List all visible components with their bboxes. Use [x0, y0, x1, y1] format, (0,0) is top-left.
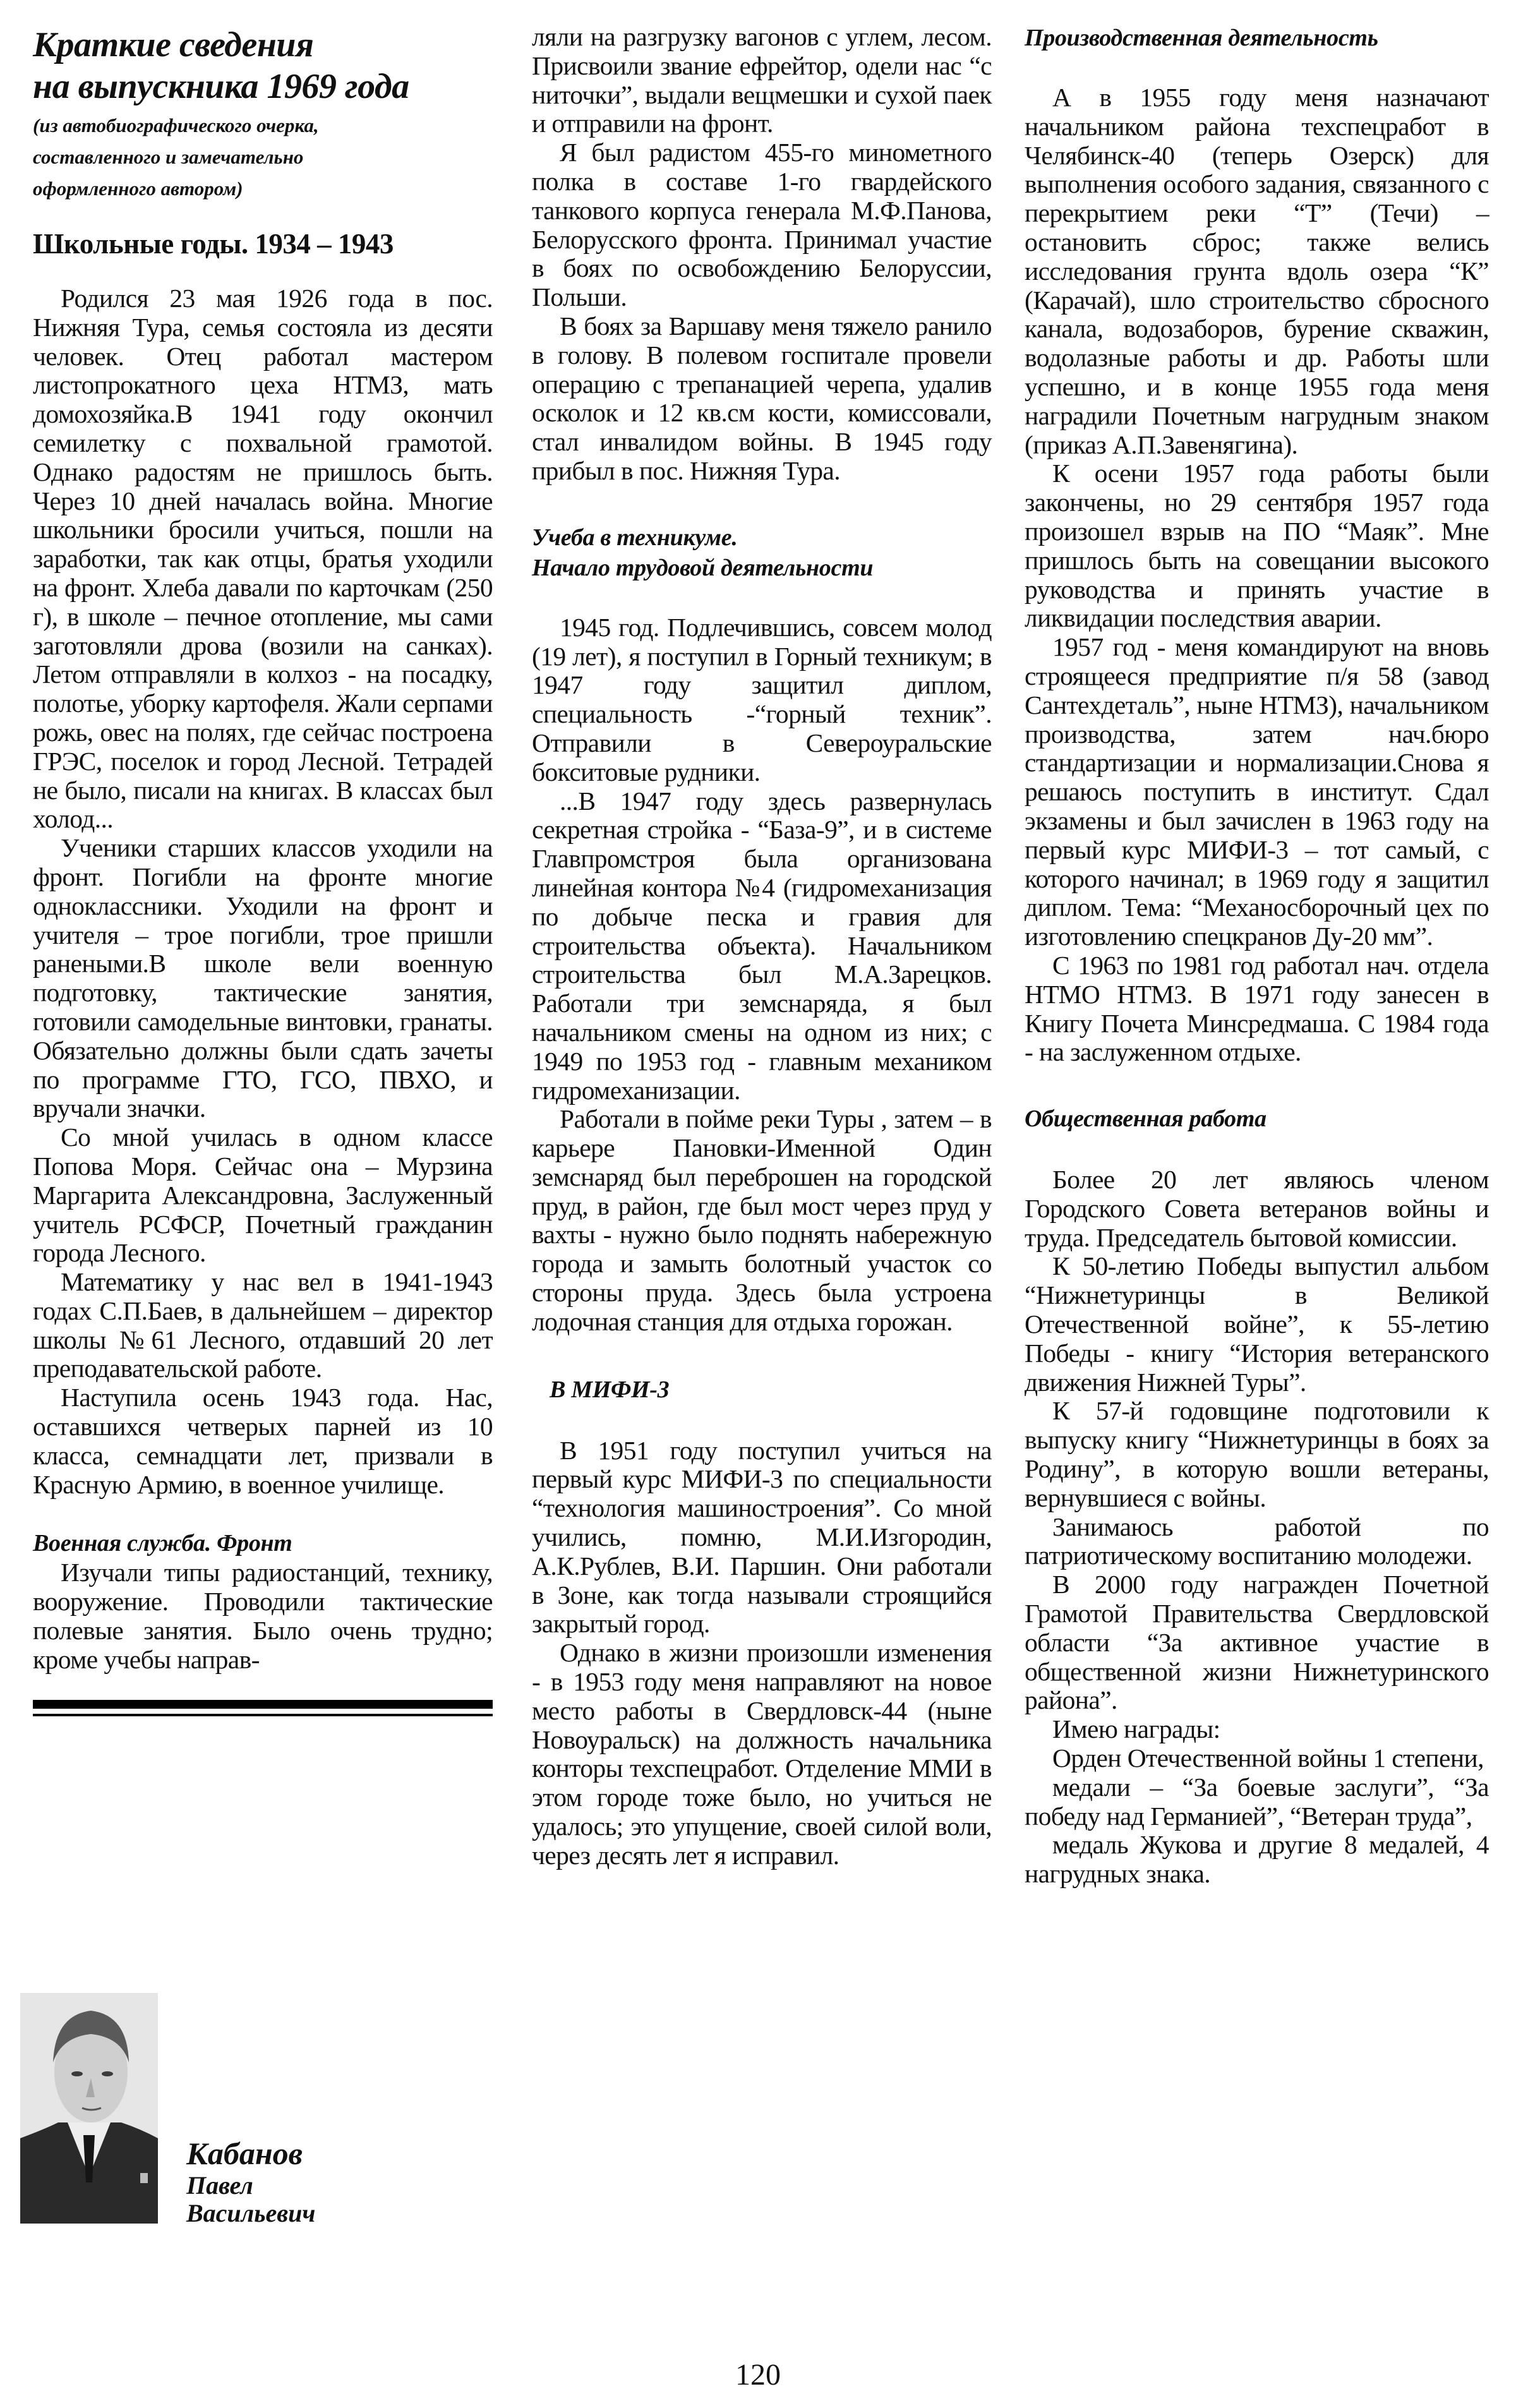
column-left [33, 0, 493, 1716]
paragraph: Орден Отечественной войны 1 степени, [1052, 1743, 1484, 1773]
paragraph: Имею награды: [1052, 1714, 1220, 1744]
column-middle [532, 23, 992, 1870]
paragraph: Я был радистом 455-го минометного полка в составе 1-го гвардейского танкового корпуса генерала М.Ф.Панова, Белорусского фронта. Принимал участие в боях по освобождению Белоруссии, Польши. [532, 138, 992, 312]
paragraph: Математику у нас вел в 1941-1943 годах С.П.Баев, в дальнейшем – директор школы №61 Лесного, отдавший 20 лет преподавательской работе. [33, 1267, 493, 1383]
paragraph: ляли на разгрузку вагонов с углем, лесом. Присвоили звание ефрейтор, одели нас “с ниточки”, выдали вещмешки и сухой паек и отправили на фронт. [532, 22, 992, 138]
heading-public-work: Общественная работа [1025, 1105, 1266, 1133]
paragraph: А в 1955 году меня назначают начальником района техспецработ в Челябинск-40 (теперь Озерск) для выполнения особого задания, связанного с перекрытием реки “Т” (Течи) – остановить сброс; также велись исследования грунта вдоль озера “К” (Карачай), шло строительство сбросного канала, водозаборов, бурение скважин, водолазные работы и др. Работы шли успешно, и в конце 1955 года меня наградили Почетным нагрудным знаком (приказ А.П.Завенягина). [1025, 83, 1489, 459]
heading-school-years: Школьные годы. 1934 – 1943 [33, 228, 394, 260]
divider-thin [33, 1714, 493, 1716]
paragraph: Занимаюсь работой по патриотическому воспитанию молодежи. [1025, 1512, 1489, 1570]
paragraph: Изучали типы радиостанций, технику, вооружение. Проводили тактические полевые занятия. Было очень трудно; кроме учебы направ- [33, 1558, 493, 1674]
paragraph: В боях за Варшаву меня тяжело ранило в голову. В полевом госпитале провели операцию с трепанацией черепа, удалив осколок и 12 кв.см кости, комиссовали, стал инвалидом войны. В 1945 году прибыл в пос. Нижняя Тура. [532, 311, 992, 485]
paragraph: Родился 23 мая 1926 года в пос. Нижняя Тура, семья состояла из десяти человек. Отец работал мастером листопрокатного цеха НТМЗ, мать домохозяйка.В 1941 году окончил семилетку с похвальной грамотой. Однако радостям не пришлось быть. Через 10 дней началась война. Многие школьники бросили учиться, пошли на заработки, так как отцы, братья уходили на фронт. Хлеба давали по карточкам (250 г), в школе – печное отопление, мы сами заготовляли дрова (возили на санках). Летом отправляли в колхоз - на посадку, полотье, уборку картофеля. Жали серпами рожь, овес на полях, где сейчас построена ГРЭС, поселок и город Лесной. Тетрадей не было, писали на книгах. В классах был холод... [33, 284, 493, 834]
paragraph: 1945 год. Подлечившись, совсем молод (19 лет), я поступил в Горный техникум; в 1947 году защитил диплом, специальность -“горный техник”. Отправили в Североуральские бокситовые рудники. [532, 612, 992, 786]
paragraph: Работали в пойме реки Туры , затем – в карьере Пановки-Именной Один земснаряд был переброшен на городской пруд, в район, где был мост через пруд у вахты - нужно было поднять набережную города и замыть болотный участок со стороны пруда. Здесь была устроена лодочная станция для отдыха горожан. [532, 1104, 992, 1336]
paragraph: В 2000 году награжден Почетной Грамотой Правительства Свердловской области “За активное участие в общественной жизни Нижнетуринского района”. [1025, 1570, 1489, 1715]
title-line-1: Краткие сведения [33, 25, 314, 64]
heading-production: Производственная деятельность [1025, 25, 1378, 51]
paragraph: К 50-летию Победы выпустил альбом “Нижнетуринцы в Великой Отечественной войне”, к 55-летию Победы - книгу “История ветеранского движения Нижней Туры”. [1025, 1251, 1489, 1397]
paragraph: Однако в жизни произошли изменения - в 1953 году меня направляют на новое место работы в Свердловск-44 (ныне Новоуральск) на должность начальника конторы техспецработ. Отделение ММИ в этом городе тоже было, но учиться не удалось; это упущение, своей силой воли, через десять лет я исправил. [532, 1638, 992, 1870]
paragraph: К 57-й годовщине подготовили к выпуску книгу “Нижнетуринцы в боях за Родину”, в которую вошли ветераны, вернувшиеся с войны. [1025, 1396, 1489, 1512]
paragraph: медаль Жукова и другие 8 медалей, 4 нагрудных знака. [1025, 1830, 1489, 1889]
heading-military-service: Военная служба. Фронт [33, 1530, 292, 1557]
heading-technikum-line-1: Учеба в техникуме. [532, 524, 738, 551]
person-first-name: Павел [186, 2171, 253, 2200]
article-title [33, 24, 493, 107]
paragraph: 1957 год - меня командируют на вновь строящееся предприятие п/я 58 (завод Сантехдеталь”, ныне НТМЗ), начальником производства, затем нач.бюро стандартизации и нормализации.Снова я решаюсь поступить в институт. Сдал экзамены и был зачислен в 1963 году на первый курс МИФИ-3 – тот самый, с которого начинал; в 1969 году я защитил диплом. Тема: “Механосборочный цех по изготовлению спецкранов Ду-20 мм”. [1025, 632, 1489, 951]
person-patronymic: Васильевич [186, 2199, 316, 2227]
paragraph: Со мной училась в одном классе Попова Моря. Сейчас она – Мурзина Маргарита Александровна, Заслуженный учитель РСФСР, Почетный гражданин города Лесного. [33, 1123, 493, 1268]
page-number: 120 [735, 2358, 781, 2392]
paragraph: В 1951 году поступил учиться на первый курс МИФИ-3 по специальности “технология машиностроения”. Со мной учились, помню, М.И.Изгородин, А.К.Рублев, В.И. Паршин. Они работали в Зоне, как тогда называли строящийся закрытый город. [532, 1435, 992, 1639]
person-surname: Кабанов [186, 2136, 303, 2171]
heading-technikum [532, 522, 992, 583]
paragraph: Более 20 лет являюсь членом Городского Совета ветеранов войны и труда. Председатель бытовой комиссии. [1025, 1165, 1489, 1252]
paragraph: медали – “За боевые заслуги”, “За победу над Германией”, “Ветеран труда”, [1025, 1772, 1489, 1831]
portrait-photo [20, 1993, 158, 2224]
article-subtitle: (из автобиографического очерка, составленного и замечательно оформленного автором) [33, 114, 319, 200]
paragraph: С 1963 по 1981 год работал нач. отдела НТМО НТМЗ. В 1971 году занесен в Книгу Почета Минсредмаша. С 1984 года - на заслуженном отдыхе. [1025, 950, 1489, 1067]
paragraph: Наступила осень 1943 года. Нас, оставшихся четверых парней из 10 класса, семнадцати лет, призвали в Красную Армию, в военное училище. [33, 1383, 493, 1499]
title-line-2: на выпускника 1969 года [33, 67, 409, 106]
divider-thick [33, 1700, 493, 1709]
heading-technikum-line-2: Начало трудовой деятельности [532, 554, 874, 581]
portrait-caption [186, 2135, 315, 2227]
paragraph: Ученики старших классов уходили на фронт. Погибли на фронте многие одноклассники. Уходили на фронт и учителя – трое погибли, трое пришли ранеными.В школе вели военную подготовку, тактические занятия, готовили самодельные винтовки, гранаты. Обязательно должны были сдать зачеты по программе ГТО, ГСО, ПВХО, и вручали значки. [33, 833, 493, 1123]
column-right [1025, 23, 1489, 1889]
paragraph: К осени 1957 года работы были закончены, но 29 сентября 1957 года произошел взрыв на ПО “Маяк”. Мне пришлось быть на совещании высокого руководства и принять участие в ликвидации последствия аварии. [1025, 459, 1489, 633]
paragraph: ...В 1947 году здесь развернулась секретная стройка - “База-9”, и в системе Главпромстроя была организована линейная контора №4 (гидромеханизация по добыче песка и гравия для строительства объекта). Начальником строительства был М.А.Зарецков. Работали три земснаряда, я был начальником смены на одном из них; с 1949 по 1953 год - главным механиком гидромеханизации. [532, 786, 992, 1105]
heading-mifi: В МИФИ-3 [550, 1376, 670, 1403]
